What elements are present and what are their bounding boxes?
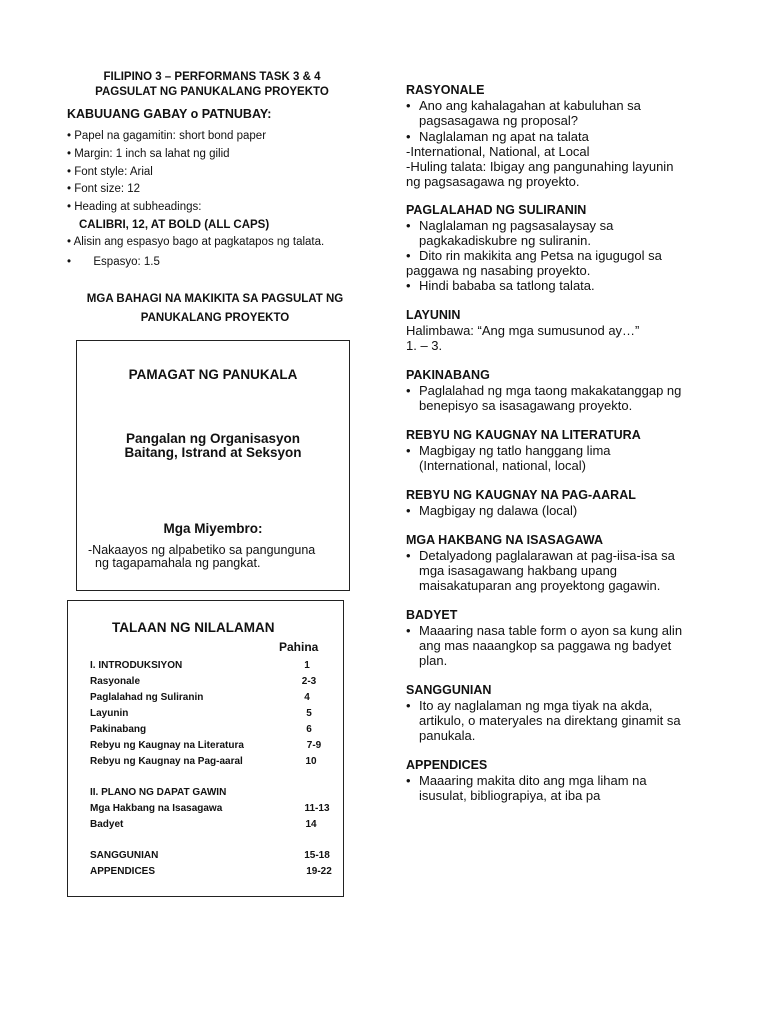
- rasyonale-bullet-text: Naglalaman ng apat na talata: [419, 129, 589, 144]
- gabay-item: • Alisin ang espasyo bago at pagkatapos ng talata.: [67, 236, 325, 248]
- bullet-icon: •: [406, 443, 411, 458]
- pagaaral-bullet-text: Magbigay ng dalawa (local): [419, 503, 578, 518]
- toc-row-page: 11-13: [304, 803, 330, 814]
- pagaaral-bullet: [406, 503, 577, 518]
- bullet-icon: •: [406, 218, 411, 233]
- toc-row-label: I. INTRODUKSIYON: [90, 660, 183, 671]
- bullet-icon: •: [406, 548, 411, 563]
- toc-row-label: Rebyu ng Kaugnay na Literatura: [90, 740, 244, 751]
- bullet-icon: •: [406, 248, 411, 263]
- toc-row-label: Pakinabang: [90, 724, 147, 735]
- literatura-bullet: [406, 443, 611, 458]
- pakinabang-bullet: [406, 383, 681, 398]
- literatura-bullet-text: Magbigay ng tatlo hanggang lima: [419, 443, 611, 458]
- hakbang-bullet-text: Detalyadong paglalarawan at pag-iisa-isa sa: [419, 548, 675, 563]
- pamagat-label: PAMAGAT NG PANUKALA: [128, 367, 298, 382]
- miyembro-note: -Nakaayos ng alpabetiko sa pangunguna: [88, 543, 316, 557]
- rasyonale-line: ng pagsasagawa ng proyekto.: [406, 174, 580, 189]
- gabay-item: • Heading at subheadings:: [67, 201, 202, 213]
- suliranin-bullet: [406, 248, 662, 263]
- toc-row-page: 10: [305, 756, 317, 767]
- organisasyon-label: Pangalan ng Organisasyon: [125, 431, 301, 446]
- gabay-item: • Papel na gagamitin: short bond paper: [67, 130, 267, 142]
- suliranin-bullet-text: Dito rin makikita ang Petsa na igugugol sa: [419, 248, 662, 263]
- toc-row-label: SANGGUNIAN: [90, 850, 159, 861]
- toc-row-page: 2-3: [301, 676, 317, 687]
- bahagi-heading: [60, 290, 370, 328]
- suliranin-bullet-text: Hindi bababa sa tatlong talata.: [419, 278, 595, 293]
- toc-row-page: 1: [304, 660, 310, 671]
- pakinabang-bullet-cont: benepisyo sa isasagawang proyekto.: [419, 398, 633, 413]
- badyet-heading: BADYET: [406, 608, 458, 622]
- title-line-1: FILIPINO 3 – PERFORMANS TASK 3 & 4: [103, 71, 321, 83]
- toc-row-page: 7-9: [306, 740, 322, 751]
- bahagi-line-2: PANUKALANG PROYEKTO: [140, 312, 290, 324]
- document-title: [66, 70, 358, 100]
- appendices-heading: APPENDICES: [406, 758, 488, 772]
- literatura-heading: REBYU NG KAUGNAY NA LITERATURA: [406, 428, 641, 442]
- sanggunian-bullet: [406, 698, 652, 713]
- rasyonale-line: -International, National, at Local: [406, 144, 590, 159]
- layunin-line: Halimbawa: “Ang mga sumusunod ay…”: [406, 323, 640, 338]
- gabay-item-subheading-style: CALIBRI, 12, AT BOLD (ALL CAPS): [79, 219, 270, 231]
- badyet-bullet-cont: plan.: [419, 653, 448, 668]
- bullet-icon: •: [406, 278, 411, 293]
- pakinabang-heading: PAKINABANG: [406, 368, 490, 382]
- bahagi-line-1: MGA BAHAGI NA MAKIKITA SA PAGSULAT NG: [86, 293, 344, 305]
- baitang-label: Baitang, Istrand at Seksyon: [124, 445, 302, 460]
- toc-row-label: Rasyonale: [90, 676, 141, 687]
- rasyonale-heading: RASYONALE: [406, 83, 485, 97]
- sanggunian-bullet-cont: artikulo, o materyales na direktang ginamit sa: [419, 713, 681, 728]
- sanggunian-bullet-cont: panukala.: [419, 728, 476, 743]
- suliranin-line: paggawa ng nasabing proyekto.: [406, 263, 591, 278]
- toc-section-label: II. PLANO NG DAPAT GAWIN: [90, 787, 227, 798]
- toc-row-page: 6: [306, 724, 312, 735]
- toc-row-page: 4: [304, 692, 310, 703]
- suliranin-heading: PAGLALAHAD NG SULIRANIN: [406, 203, 587, 217]
- toc-row-label: Paglalahad ng Suliranin: [90, 692, 204, 703]
- miyembro-label: Mga Miyembro:: [163, 521, 263, 536]
- bullet-icon: •: [406, 129, 411, 144]
- badyet-bullet-cont: ang mas naaangkop sa paggawa ng badyet: [419, 638, 672, 653]
- toc-row-page: 14: [305, 819, 317, 830]
- appendices-bullet-cont: isusulat, bibliograpiya, at iba pa: [419, 788, 601, 803]
- toc-row-page: 15-18: [304, 850, 330, 861]
- bullet-icon: •: [406, 503, 411, 518]
- toc-row-page: 5: [306, 708, 312, 719]
- hakbang-bullet: [406, 548, 675, 563]
- pagaaral-heading: REBYU NG KAUGNAY NA PAG-AARAL: [406, 488, 636, 502]
- toc-row-label: Layunin: [90, 708, 129, 719]
- table-of-contents: [67, 600, 344, 897]
- toc-row-label: APPENDICES: [90, 866, 156, 877]
- title-line-2: PAGSULAT NG PANUKALANG PROYEKTO: [95, 86, 329, 98]
- toc-row-label: Rebyu ng Kaugnay na Pag-aaral: [90, 756, 243, 767]
- badyet-bullet: [406, 623, 682, 638]
- gabay-item: • Margin: 1 inch sa lahat ng gilid: [67, 148, 230, 160]
- hakbang-heading: MGA HAKBANG NA ISASAGAWA: [406, 533, 603, 547]
- suliranin-bullet: [406, 278, 595, 293]
- rasyonale-bullet-text: Ano ang kahalagahan at kabuluhan sa: [419, 98, 641, 113]
- layunin-line: 1. – 3.: [406, 338, 443, 353]
- gabay-item: • Espasyo: 1.5: [67, 256, 160, 268]
- rasyonale-bullet: [406, 129, 589, 144]
- suliranin-bullet-cont: pagkakadiskubre ng suliranin.: [419, 233, 591, 248]
- hakbang-bullet-cont: mga isasagawang hakbang upang: [419, 563, 618, 578]
- rasyonale-line: -Huling talata: Ibigay ang pangunahing layunin: [406, 159, 674, 174]
- appendices-bullet: [406, 773, 647, 788]
- gabay-heading: KABUUANG GABAY o PATNUBAY:: [67, 107, 272, 121]
- toc-row-page: 19-22: [306, 866, 332, 877]
- bullet-icon: •: [406, 698, 411, 713]
- bullet-icon: •: [406, 773, 411, 788]
- literatura-bullet-cont: (International, national, local): [419, 458, 586, 473]
- rasyonale-bullet: [406, 98, 641, 113]
- miyembro-note: ng tagapamahala ng pangkat.: [95, 556, 261, 570]
- gabay-item: • Font size: 12: [67, 183, 141, 195]
- bullet-icon: •: [406, 623, 411, 638]
- bullet-icon: •: [406, 383, 411, 398]
- toc-pahina-label: Pahina: [279, 640, 319, 654]
- toc-row-label: Mga Hakbang na Isasagawa: [90, 803, 223, 814]
- gabay-item: • Font style: Arial: [67, 166, 153, 178]
- appendices-bullet-text: Maaaring makita dito ang mga liham na: [419, 773, 647, 788]
- hakbang-bullet-cont: maisakatuparan ang proyektong gagawin.: [419, 578, 661, 593]
- sanggunian-bullet-text: Ito ay naglalaman ng mga tiyak na akda,: [419, 698, 653, 713]
- rasyonale-bullet-cont: pagsasagawa ng proposal?: [419, 113, 579, 128]
- sanggunian-heading: SANGGUNIAN: [406, 683, 492, 697]
- title-page-sample: [76, 340, 350, 591]
- suliranin-bullet-text: Naglalaman ng pagsasalaysay sa: [419, 218, 614, 233]
- layunin-heading: LAYUNIN: [406, 308, 461, 322]
- badyet-bullet-text: Maaaring nasa table form o ayon sa kung alin: [419, 623, 683, 638]
- toc-row-label: Badyet: [90, 819, 124, 830]
- bullet-icon: •: [406, 98, 411, 113]
- pakinabang-bullet-text: Paglalahad ng mga taong makakatanggap ng: [419, 383, 682, 398]
- toc-title: TALAAN NG NILALAMAN: [112, 620, 275, 635]
- suliranin-bullet: [406, 218, 613, 233]
